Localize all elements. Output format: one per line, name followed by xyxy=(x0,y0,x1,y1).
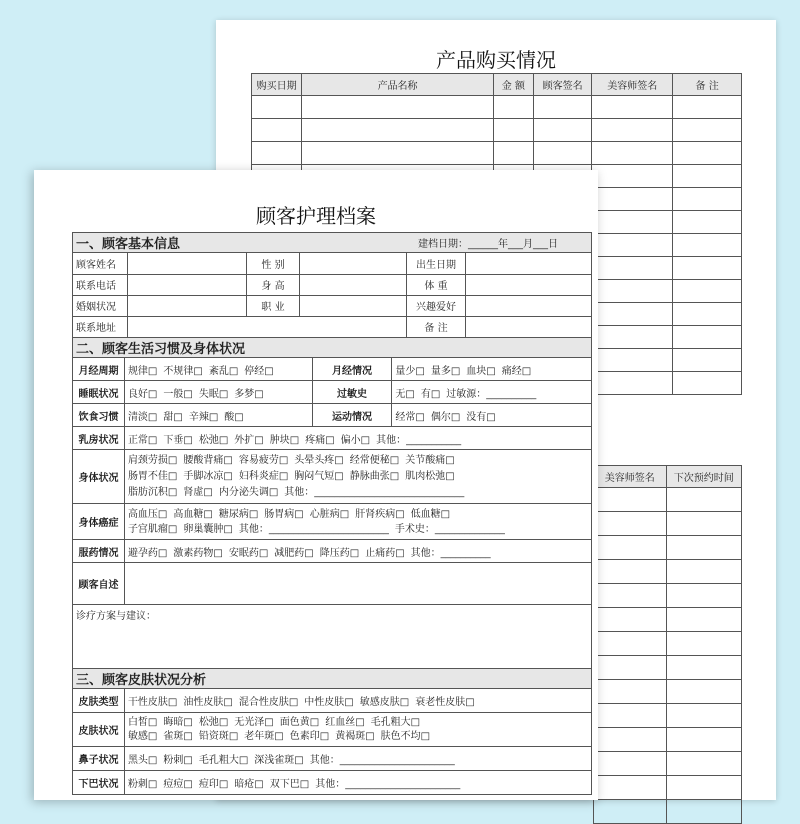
disease-row xyxy=(73,504,592,540)
table-cell[interactable] xyxy=(673,165,742,188)
option[interactable]: 松弛□ xyxy=(198,716,229,728)
table-cell[interactable] xyxy=(594,704,667,728)
table-cell[interactable] xyxy=(592,326,673,349)
option[interactable]: 肤色不均□ xyxy=(380,730,431,742)
col-amount: 金 额 xyxy=(493,74,533,96)
option[interactable]: 痘痘□ xyxy=(163,779,193,790)
option[interactable]: 其他：______________________________ xyxy=(284,486,465,498)
label-menstrual-status: 月经情况 xyxy=(312,358,392,381)
record-date: 建档日期：______年___月___日 xyxy=(418,239,558,250)
section-1-header xyxy=(73,233,592,253)
table-cell[interactable] xyxy=(252,119,302,142)
value-hobbies[interactable] xyxy=(466,295,592,316)
table-cell[interactable] xyxy=(592,234,673,257)
table-cell[interactable] xyxy=(673,326,742,349)
skin-condition-row xyxy=(73,713,592,747)
table-row xyxy=(594,512,742,536)
option[interactable]: 白皙□ xyxy=(127,716,158,728)
option[interactable]: 规律□ xyxy=(127,365,158,377)
option[interactable]: 正常□ xyxy=(127,434,158,446)
col-customer-sign: 顾客签名 xyxy=(533,74,591,96)
table-cell[interactable] xyxy=(666,488,741,512)
section-1-title: 一、顾客基本信息 xyxy=(76,237,181,252)
table-row xyxy=(594,536,742,560)
nose-options[interactable] xyxy=(124,747,591,771)
table-cell[interactable] xyxy=(594,488,667,512)
table-header-row xyxy=(252,74,742,96)
table-row xyxy=(594,656,742,680)
option[interactable]: 酸□ xyxy=(224,411,244,423)
table-cell[interactable] xyxy=(666,656,741,680)
body-row xyxy=(73,450,592,504)
table-cell[interactable] xyxy=(493,96,533,119)
option[interactable]: 关节酸痛□ xyxy=(405,454,455,466)
body-line-3 xyxy=(128,485,588,501)
table-cell[interactable] xyxy=(493,119,533,142)
table-cell[interactable] xyxy=(592,165,673,188)
option[interactable]: 脂肪沉积□ xyxy=(127,486,178,498)
option[interactable]: 量少□ xyxy=(395,365,425,377)
table-cell[interactable] xyxy=(592,96,673,119)
option[interactable]: 胸闷气短□ xyxy=(294,470,344,482)
table-row xyxy=(594,800,742,824)
option[interactable]: 减肥药□ xyxy=(274,547,314,559)
table-cell[interactable] xyxy=(666,584,741,608)
section-2-header xyxy=(73,338,592,358)
table-cell[interactable] xyxy=(666,608,741,632)
value-birthdate[interactable] xyxy=(466,253,592,274)
value-name[interactable] xyxy=(128,253,247,274)
table-row xyxy=(594,632,742,656)
option[interactable]: 有□ xyxy=(420,388,441,400)
table-cell[interactable] xyxy=(594,752,667,776)
appointment-table xyxy=(593,465,742,824)
table-cell[interactable] xyxy=(533,96,591,119)
option[interactable]: 肝肾疾病□ xyxy=(355,508,405,520)
option[interactable]: 下垂□ xyxy=(163,434,193,446)
table-cell[interactable] xyxy=(592,280,673,303)
table-cell[interactable] xyxy=(252,142,302,165)
option[interactable]: 暗疮□ xyxy=(234,779,264,790)
medication-options[interactable] xyxy=(124,540,591,563)
breast-options[interactable] xyxy=(124,427,591,450)
disease-options[interactable] xyxy=(124,504,591,540)
body-options[interactable] xyxy=(124,450,591,504)
value-weight[interactable] xyxy=(466,274,592,295)
option[interactable]: 毛孔粗大□ xyxy=(198,755,249,766)
diet-options[interactable] xyxy=(124,404,312,427)
option[interactable]: 疼痛□ xyxy=(305,434,335,446)
option[interactable]: 其他：_______________________ xyxy=(309,755,455,766)
sleep-options[interactable] xyxy=(124,381,312,404)
label-chin: 下巴状况 xyxy=(73,771,125,795)
table-cell[interactable] xyxy=(594,776,667,800)
option[interactable]: 敏感□ xyxy=(127,730,158,742)
option[interactable]: 内分泌失调□ xyxy=(218,486,279,498)
option[interactable]: 偶尔□ xyxy=(430,411,461,423)
table-cell[interactable] xyxy=(673,96,742,119)
option[interactable]: 静脉曲张□ xyxy=(349,470,400,482)
table-row xyxy=(594,728,742,752)
option[interactable]: 手术史：______________ xyxy=(394,523,505,535)
option[interactable]: 毛孔粗大□ xyxy=(370,716,421,728)
table-cell[interactable] xyxy=(594,608,667,632)
table-cell[interactable] xyxy=(666,632,741,656)
option[interactable]: 肌肉松弛□ xyxy=(405,470,455,482)
table-cell[interactable] xyxy=(493,142,533,165)
diet-row xyxy=(73,404,592,427)
body-line-2 xyxy=(128,469,588,485)
label-occupation: 职 业 xyxy=(247,295,300,316)
option[interactable]: 红血丝□ xyxy=(325,716,365,728)
label-nose: 鼻子状况 xyxy=(73,747,125,771)
option[interactable]: 偏小□ xyxy=(340,434,371,446)
option[interactable]: 糖尿病□ xyxy=(218,508,259,520)
value-occupation[interactable] xyxy=(300,295,407,316)
table-header-row xyxy=(594,466,742,488)
table-cell[interactable] xyxy=(666,560,741,584)
table-row xyxy=(594,488,742,512)
value-height[interactable] xyxy=(300,274,407,295)
table-row xyxy=(594,704,742,728)
table-row xyxy=(252,96,742,119)
option[interactable]: 血块□ xyxy=(466,365,496,377)
label-hobbies: 兴趣爱好 xyxy=(407,295,466,316)
table-cell[interactable] xyxy=(673,372,742,395)
option[interactable]: 卵巢囊肿□ xyxy=(183,523,233,535)
col-next-appointment: 下次预约时间 xyxy=(666,466,741,488)
section-2-title: 二、顾客生活习惯及身体状况 xyxy=(73,338,592,358)
table-cell[interactable] xyxy=(592,303,673,326)
option[interactable]: 肠胃不佳□ xyxy=(127,470,178,482)
customer-statement-field[interactable] xyxy=(124,563,591,605)
col-product: 产品名称 xyxy=(302,74,494,96)
table-cell[interactable] xyxy=(666,680,741,704)
table-cell[interactable] xyxy=(666,512,741,536)
table-cell[interactable] xyxy=(252,96,302,119)
table-cell[interactable] xyxy=(594,584,667,608)
option[interactable]: 妇科炎症□ xyxy=(238,470,289,482)
table-cell[interactable] xyxy=(673,211,742,234)
skin-type-row xyxy=(73,689,592,713)
label-breast: 乳房状况 xyxy=(73,427,125,450)
option[interactable]: 其他：________________________ xyxy=(238,523,389,535)
menstrual-status-options[interactable] xyxy=(392,358,592,381)
label-phone: 联系电话 xyxy=(73,274,128,295)
exercise-options[interactable] xyxy=(392,404,592,427)
option[interactable]: 量多□ xyxy=(430,365,461,377)
option[interactable]: 痛经□ xyxy=(501,365,532,377)
table-cell[interactable] xyxy=(666,776,741,800)
col-date: 购买日期 xyxy=(252,74,302,96)
table-cell[interactable] xyxy=(302,96,494,119)
table-cell[interactable] xyxy=(673,234,742,257)
info-row-3 xyxy=(73,295,591,316)
table-row xyxy=(594,560,742,584)
option[interactable]: 铅资斑□ xyxy=(198,730,239,742)
table-cell[interactable] xyxy=(594,536,667,560)
option[interactable]: 腰酸背痛□ xyxy=(183,454,233,466)
label-treatment-plan: 诊疗方案与建议： xyxy=(76,611,156,622)
option[interactable]: 老年斑□ xyxy=(244,730,284,742)
disease-line-1 xyxy=(128,507,588,522)
option[interactable]: 心脏病□ xyxy=(309,508,350,520)
table-cell[interactable] xyxy=(594,560,667,584)
label-notes: 备 注 xyxy=(407,316,466,337)
option[interactable]: 其他：_______________________ xyxy=(315,779,461,790)
col-remark: 备 注 xyxy=(673,74,742,96)
option[interactable]: 面色黄□ xyxy=(279,716,320,728)
record-title: 顾客护理档案 xyxy=(256,204,376,228)
table-row xyxy=(594,776,742,800)
table-cell[interactable] xyxy=(592,257,673,280)
table-cell[interactable] xyxy=(302,119,494,142)
label-customer-statement: 顾客自述 xyxy=(73,563,125,605)
label-height: 身 高 xyxy=(247,274,300,295)
option[interactable]: 痘印□ xyxy=(198,779,229,790)
info-row xyxy=(73,253,592,338)
record-table xyxy=(72,232,592,795)
option[interactable]: 过敏源：__________ xyxy=(446,388,537,400)
table-cell[interactable] xyxy=(666,800,741,824)
table-cell[interactable] xyxy=(673,142,742,165)
table-cell[interactable] xyxy=(594,800,667,824)
option[interactable]: 停经□ xyxy=(244,365,274,377)
table-row xyxy=(594,680,742,704)
option[interactable]: 其他：___________ xyxy=(376,434,462,446)
option[interactable]: 肩颈劳损□ xyxy=(127,454,178,466)
table-cell[interactable] xyxy=(594,728,667,752)
label-skin-type: 皮肤类型 xyxy=(73,689,125,713)
option[interactable]: 无□ xyxy=(395,388,415,400)
section-3-header xyxy=(73,669,592,689)
table-cell[interactable] xyxy=(594,632,667,656)
disease-line-2 xyxy=(128,522,588,537)
label-sleep: 睡眠状况 xyxy=(73,381,125,404)
label-gender: 性 别 xyxy=(247,253,300,274)
option[interactable]: 紊乱□ xyxy=(208,365,239,377)
menstrual-row xyxy=(73,358,592,381)
table-cell[interactable] xyxy=(673,280,742,303)
option[interactable]: 头晕头疼□ xyxy=(294,454,344,466)
option[interactable]: 肿块□ xyxy=(269,434,300,446)
table-cell[interactable] xyxy=(673,188,742,211)
option[interactable]: 无光泽□ xyxy=(234,716,274,728)
chin-row xyxy=(73,771,592,795)
skin-condition-options[interactable] xyxy=(124,713,591,747)
table-cell[interactable] xyxy=(592,372,673,395)
option[interactable]: 一般□ xyxy=(163,388,193,400)
option[interactable]: 中性皮肤□ xyxy=(304,697,354,708)
info-row-2 xyxy=(73,274,591,295)
option[interactable]: 没有□ xyxy=(466,411,496,423)
option[interactable]: 子宫肌瘤□ xyxy=(127,523,178,535)
table-cell[interactable] xyxy=(594,512,667,536)
option[interactable]: 安眠药□ xyxy=(228,547,269,559)
table-cell[interactable] xyxy=(592,188,673,211)
table-row xyxy=(252,142,742,165)
label-diet: 饮食习惯 xyxy=(73,404,125,427)
value-marital[interactable] xyxy=(128,295,247,316)
option[interactable]: 肾虚□ xyxy=(183,486,213,498)
body-line-1 xyxy=(128,453,588,469)
table-cell[interactable] xyxy=(673,119,742,142)
option[interactable]: 肠胃病□ xyxy=(264,508,304,520)
table-cell[interactable] xyxy=(666,752,741,776)
label-marital: 婚姻状况 xyxy=(73,295,128,316)
value-notes[interactable] xyxy=(466,316,592,337)
skin-cond-line-2 xyxy=(128,730,588,744)
plan-field[interactable] xyxy=(73,605,592,669)
table-row xyxy=(594,752,742,776)
label-skin-condition: 皮肤状况 xyxy=(73,713,125,747)
label-allergy: 过敏史 xyxy=(312,381,392,404)
nose-row xyxy=(73,747,592,771)
col-beautician-sign-2: 美容师签名 xyxy=(594,466,667,488)
label-name: 顾客姓名 xyxy=(73,253,128,274)
option[interactable]: 晦暗□ xyxy=(163,716,193,728)
label-weight: 体 重 xyxy=(407,274,466,295)
label-menstrual-cycle: 月经周期 xyxy=(73,358,125,381)
statement-row xyxy=(73,563,592,605)
value-address[interactable] xyxy=(128,316,407,337)
section-3-title: 三、顾客皮肤状况分析 xyxy=(73,669,592,689)
value-phone[interactable] xyxy=(128,274,247,295)
col-beautician-sign: 美容师签名 xyxy=(592,74,673,96)
option[interactable]: 松弛□ xyxy=(198,434,229,446)
option[interactable]: 止痛药□ xyxy=(365,547,405,559)
option[interactable]: 敏感皮肤□ xyxy=(359,697,410,708)
table-cell[interactable] xyxy=(673,303,742,326)
skin-type-options[interactable] xyxy=(124,689,591,713)
option[interactable]: 黄褐斑□ xyxy=(335,730,375,742)
option[interactable]: 良好□ xyxy=(127,388,158,400)
info-row-4 xyxy=(73,316,591,337)
purchase-title: 产品购买情况 xyxy=(436,48,556,72)
option[interactable]: 避孕药□ xyxy=(127,547,168,559)
option[interactable]: 雀斑□ xyxy=(163,730,193,742)
option[interactable]: 干性皮肤□ xyxy=(127,697,178,708)
table-row xyxy=(594,608,742,632)
option[interactable]: 油性皮肤□ xyxy=(183,697,233,708)
breast-row xyxy=(73,427,592,450)
customer-care-record-sheet xyxy=(34,170,598,800)
medication-row xyxy=(73,540,592,563)
option[interactable]: 外扩□ xyxy=(234,434,264,446)
label-address: 联系地址 xyxy=(73,316,128,337)
option[interactable]: 容易疲劳□ xyxy=(238,454,289,466)
option[interactable]: 深浅雀斑□ xyxy=(254,755,304,766)
table-cell[interactable] xyxy=(592,211,673,234)
option[interactable]: 甜□ xyxy=(163,411,183,423)
table-cell[interactable] xyxy=(592,142,673,165)
table-cell[interactable] xyxy=(592,349,673,372)
option[interactable]: 低血糖□ xyxy=(410,508,451,520)
plan-row xyxy=(73,605,592,669)
option[interactable]: 其他：__________ xyxy=(410,547,491,559)
chin-options[interactable] xyxy=(124,771,591,795)
option[interactable]: 双下巴□ xyxy=(269,779,310,790)
table-cell[interactable] xyxy=(533,119,591,142)
option[interactable]: 多梦□ xyxy=(234,388,264,400)
option[interactable]: 不规律□ xyxy=(163,365,203,377)
table-cell[interactable] xyxy=(666,536,741,560)
value-gender[interactable] xyxy=(300,253,407,274)
sleep-row xyxy=(73,381,592,404)
table-row xyxy=(594,584,742,608)
table-cell[interactable] xyxy=(673,349,742,372)
option[interactable]: 黑头□ xyxy=(127,755,158,766)
table-cell[interactable] xyxy=(533,142,591,165)
option[interactable]: 粉刺□ xyxy=(163,755,193,766)
table-cell[interactable] xyxy=(302,142,494,165)
option[interactable]: 混合性皮肤□ xyxy=(238,697,299,708)
option[interactable]: 高血压□ xyxy=(127,508,168,520)
label-medication: 服药情况 xyxy=(73,540,125,563)
label-exercise: 运动情况 xyxy=(312,404,392,427)
info-row-1 xyxy=(73,253,591,274)
option[interactable]: 手脚冰凉□ xyxy=(183,470,233,482)
option[interactable]: 清淡□ xyxy=(127,411,158,423)
option[interactable]: 衰老性皮肤□ xyxy=(415,697,475,708)
option[interactable]: 失眠□ xyxy=(198,388,229,400)
table-row xyxy=(252,119,742,142)
basic-info-grid xyxy=(73,253,591,337)
table-cell[interactable] xyxy=(673,257,742,280)
label-body: 身体状况 xyxy=(73,450,125,504)
table-cell[interactable] xyxy=(592,119,673,142)
skin-cond-line-1 xyxy=(128,716,588,730)
option[interactable]: 激素药物□ xyxy=(173,547,223,559)
option[interactable]: 辛辣□ xyxy=(188,411,219,423)
option[interactable]: 色素印□ xyxy=(289,730,330,742)
menstrual-cycle-options[interactable] xyxy=(124,358,312,381)
option[interactable]: 高血糖□ xyxy=(173,508,213,520)
option[interactable]: 经常便秘□ xyxy=(349,454,400,466)
table-cell[interactable] xyxy=(594,680,667,704)
table-cell[interactable] xyxy=(594,656,667,680)
label-disease: 身体癌症 xyxy=(73,504,125,540)
label-birthdate: 出生日期 xyxy=(407,253,466,274)
table-cell[interactable] xyxy=(666,728,741,752)
option[interactable]: 经常□ xyxy=(395,411,425,423)
allergy-options[interactable] xyxy=(392,381,592,404)
table-cell[interactable] xyxy=(666,704,741,728)
option[interactable]: 降压药□ xyxy=(319,547,360,559)
option[interactable]: 粉刺□ xyxy=(127,779,158,790)
